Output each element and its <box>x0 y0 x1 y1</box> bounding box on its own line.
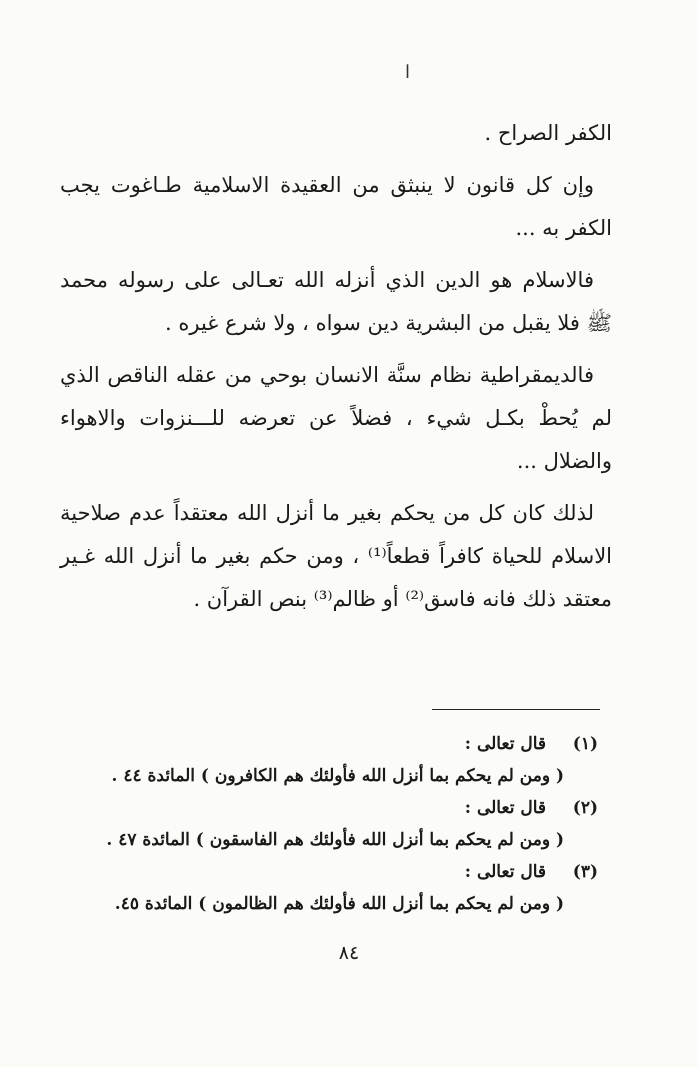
paragraph: الكفر الصراح . <box>484 121 612 145</box>
footnote-quote: ( ومن لم يحكم بما أنزل الله فأولئك هم الظالمون ) المائدة ٤٥. <box>114 894 564 914</box>
footnote-number: (١) <box>572 734 598 754</box>
footnote-quote: ( ومن لم يحكم بما أنزل الله فأولئك هم الكافرون ) المائدة ٤٤ . <box>111 766 564 786</box>
footnote-number: (٣) <box>572 862 598 882</box>
paragraph: فالاسلام هو الدين الذي أنزله الله تعـالى على رسوله محمد ﷺ فلا يقبل من البشرية دين سواه ، ولا شرع غيره . <box>60 268 612 335</box>
page-number: ٨٤ <box>338 942 360 964</box>
footnote <box>60 792 612 856</box>
footnote-quote: ( ومن لم يحكم بما أنزل الله فأولئك هم الفاسقون ) المائدة ٤٧ . <box>106 830 564 850</box>
footnotes <box>60 728 612 920</box>
footnote-intro: قال تعالى : <box>464 862 546 882</box>
page-top-mark: ا <box>405 62 411 83</box>
footnote-number: (٢) <box>572 798 598 818</box>
footnote <box>60 728 612 792</box>
footnote-intro: قال تعالى : <box>464 734 546 754</box>
paragraph: وإن كل قانون لا ينبثق من العقيدة الاسلامية طـاغوت يجب الكفر به ... <box>60 173 612 240</box>
paragraph: فالديمقراطية نظام سنَّة الانسان بوحي من عقله الناقص الذي لم يُحطْ بكـل شيء ، فضلاً عن تعرضه للـــنزوات والاهواء والضلال ... <box>60 363 612 473</box>
footnote-intro: قال تعالى : <box>464 798 546 818</box>
footnote-separator <box>432 709 600 710</box>
main-text <box>60 112 612 630</box>
footnote <box>60 856 612 920</box>
paragraph: لذلك كان كل من يحكم بغير ما أنزل الله معتقداً عدم صلاحية الاسلام للحياة كافراً قطعاً⁽¹⁾ ، ومن حكم بغير ما أنزل الله غـير معتقد ذلك فانه فاسق⁽²⁾ أو ظالم⁽³⁾ بنص القرآن . <box>60 501 613 611</box>
